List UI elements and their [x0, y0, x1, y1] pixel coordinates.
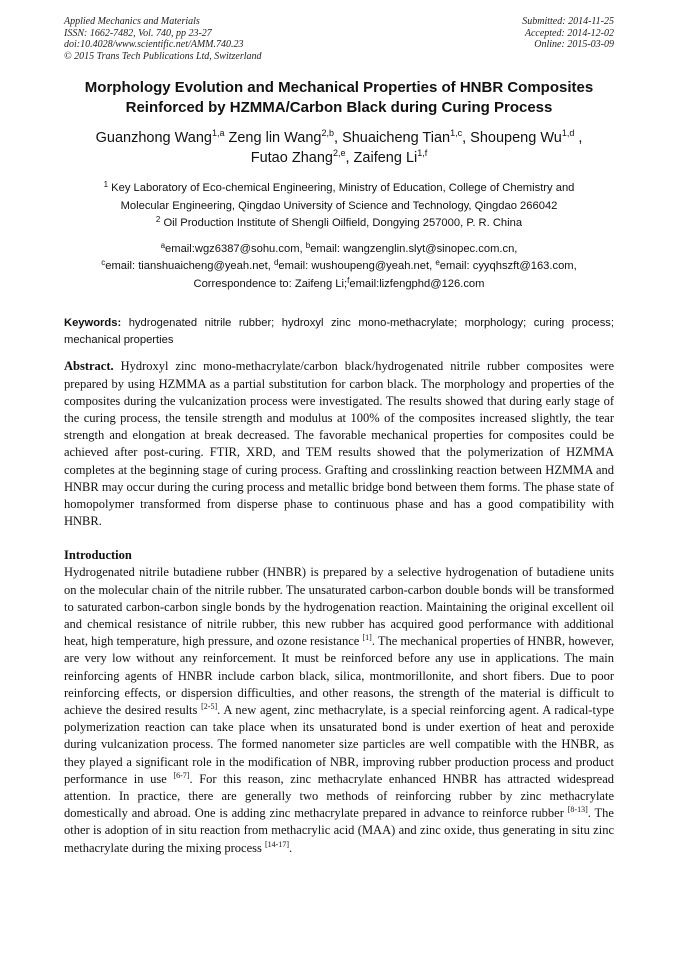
author-sup: 1,f	[417, 148, 428, 159]
author-name: Shoupeng Wu	[470, 130, 562, 147]
keywords-text: hydrogenated nitrile rubber; hydroxyl zinc mono-methacrylate; morphology; curing process; mechanical properties	[64, 317, 614, 347]
citation: [8-13]	[567, 805, 588, 815]
email-b: email: wangzenglin.slyt@sinopec.com.cn,	[310, 242, 518, 255]
citation: [14-17]	[264, 839, 289, 849]
email-a: email:wgz6387@sohu.com,	[165, 242, 303, 255]
author-sup: 1,a	[211, 128, 225, 139]
journal-info	[64, 16, 262, 62]
email-e: email: cyyqhszft@163.com,	[439, 260, 577, 273]
email-d: email: wushoupeng@yeah.net,	[278, 260, 433, 273]
affiliation-num: 1	[103, 180, 109, 190]
submitted-date: Submitted: 2014-11-25	[522, 16, 614, 27]
journal-issn: ISSN: 1662-7482, Vol. 740, pp 23-27	[64, 27, 212, 39]
authors-line-1: Guanzhong Wang$^{1,a}$ Zeng lin Wang$^{2,b}$, Shuaicheng Tian$^{1,c}$, Shoupeng Wu$^{1,d}$ ,	[95, 128, 583, 147]
author-sup: 2,e	[332, 148, 346, 159]
accepted-date: Accepted: 2014-12-02	[524, 27, 614, 39]
author-name: Guanzhong Wang	[95, 130, 212, 147]
keywords-label: Keywords:	[64, 317, 122, 330]
online-date: Online: 2015-03-09	[534, 39, 614, 51]
correspondence: Correspondence to: Zaifeng Li;	[193, 277, 348, 290]
abstract	[64, 358, 614, 530]
abstract-text: Hydroxyl zinc mono-methacrylate/carbon black/hydrogenated nitrile rubber composites were prepared by using HZMMA as a partial substitution for carbon black. The morphology and properties of the composites during the vulcanization process were investigated. The results showed that during early stage of the curing process, the tensile strength and modulus at 100% of the composites increased slightly, the tear strength and elongation at break decreased. The favorable mechanical properties for composites could be achieved after post-curing. FTIR, XRD, and TEM results showed that the polymerization of HZMMA completes at the beginning stage of curing process. Grafting and crosslinking reaction between HZMMA and HNBR may occur during the curing process and metallic bridge bond between them forms. The phase state of homopolymer transformed from disperse phase to continuous phase and has a good compatibility with HNBR.	[64, 359, 614, 529]
authors-line-2: Futao Zhang$^{2,e}$, Zaifeng Li$^{1,f}$	[250, 148, 428, 167]
affiliations	[64, 180, 614, 233]
paper-title	[64, 78, 614, 118]
author-sup: 1,d	[561, 128, 575, 139]
affiliation-1-cont: Molecular Engineering, Qingdao University of Science and Technology, Qingdao 266042	[120, 199, 558, 212]
journal-doi: doi:10.4028/www.scientific.net/AMM.740.23	[64, 39, 244, 51]
author-name: Futao Zhang	[250, 150, 333, 167]
title-line-2: Reinforced by HZMMA/Carbon Black during Curing Process	[125, 99, 553, 117]
journal-copyright: © 2015 Trans Tech Publications Ltd, Switzerland	[64, 50, 262, 62]
abstract-label: Abstract.	[64, 359, 114, 374]
email-f: email:lizfengphd@126.com	[349, 277, 485, 290]
author-name: Shuaicheng Tian	[342, 130, 451, 147]
introduction-paragraph: Hydrogenated nitrile butadiene rubber (HNBR) is prepared by a selective hydrogenation of butadiene units on the molecular chain of the nitrile rubber. The unsaturated carbon-carbon double bonds will be transformed to saturated carbon-carbon single bonds by the hydrogenation reaction. Maintaining the original excellent oil and chemical resistance of nitrile rubber, this new rubber has acquired good performance with additional heat, high temperature, high pressure, and ozone resistance [1]. The mechanical properties of HNBR, however, are very low without any reinforcement. It must be reinforced before any use in applications. The main reinforcing agents of HNBR include carbon black, silica, montmorillonite, and short fibers. Due to poor reinforcing effects, or dispersion difficulties, and other reasons, the strength of the material is difficult to achieve the desired results [2-5]. A new agent, zinc methacrylate, is a special reinforcing agent. A radical-type polymerization reaction can take place when its unsaturated bond is under exertion of heat and peroxide during vulcanization process. The formed nanometer size particles are well compatible with the HNBR, as they played a significant role in the modification of NBR, improving rubber production process and product performance in use [6-7]. For this reason, zinc methacrylate enhanced HNBR has attracted widespread attention. In practice, there are generally two methods of reinforcing rubber by zinc methacrylate domestically and abroad. One is adding zinc methacrylate prepared in advance to reinforce rubber [8-13]. The other is adoption of in situ reaction from methacrylic acid (MAA) and zinc oxide, thus generating in situ zinc methacrylate during the mixing process [14-17].	[64, 565, 614, 855]
citation: [1]	[362, 633, 372, 643]
title-line-1: Morphology Evolution and Mechanical Properties of HNBR Composites	[84, 79, 594, 97]
section-heading: Introduction	[64, 548, 132, 563]
journal-name: Applied Mechanics and Materials	[64, 16, 200, 27]
author-list	[64, 128, 614, 168]
email-block: $^a$email:wgz6387@sohu.com, $^b$email: wangzenglin.slyt@sinopec.com.cn, $^c$email: tianshuaicheng@yeah.net, $^d$email: wushoupeng@yeah.net, $^e$email: cyyqhszft@163.com, Correspondence to: Zaifeng Li;$^f$email:lizfengphd@126.com	[101, 240, 577, 290]
email-c: email: tianshuaicheng@yeah.net,	[105, 260, 271, 273]
affiliation-num: 2	[155, 215, 161, 225]
journal-header	[64, 16, 614, 62]
submission-dates	[522, 16, 614, 62]
author-sup: 2,b	[321, 128, 334, 139]
author-sup: 1,c	[450, 128, 463, 139]
affiliation-2: $^2$ Oil Production Institute of Shengli Oilfield, Dongying 257000, P. R. China	[155, 215, 523, 230]
affiliation-1: $^1$ Key Laboratory of Eco-chemical Engineering, Ministry of Education, College of Chemistry and	[103, 180, 575, 195]
author-name: Zeng lin Wang	[228, 130, 322, 147]
citation: [2-5]	[201, 702, 218, 712]
keywords	[64, 315, 614, 349]
citation: [6-7]	[173, 770, 190, 780]
author-name: Zaifeng Li	[353, 150, 418, 167]
